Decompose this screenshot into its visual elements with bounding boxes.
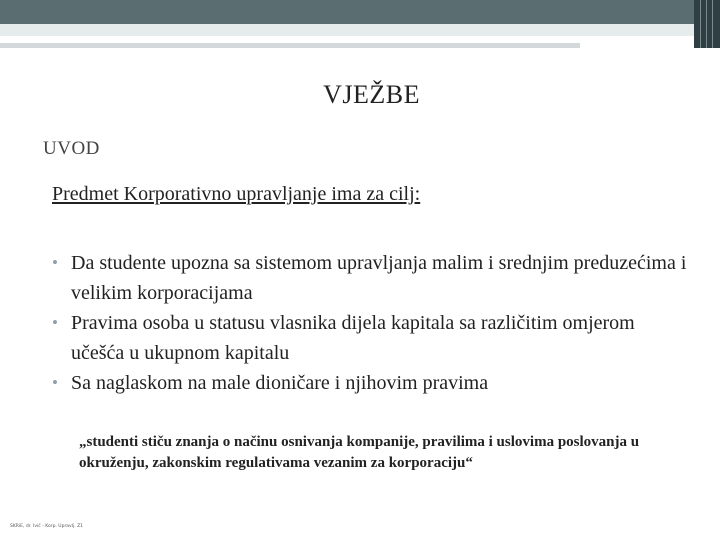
header-band-thin — [0, 43, 580, 48]
bullet-item — [52, 248, 692, 308]
bullet-list — [52, 248, 692, 398]
header-band-dark — [0, 0, 694, 24]
bullet-text: Pravima osoba u statusu vlasnika dijela kapitala sa različitim omjerom učešća u ukupnom kapitalu — [71, 312, 635, 364]
header-corner-line — [712, 0, 713, 48]
header-corner-line — [706, 0, 707, 48]
header-corner-line — [700, 0, 701, 48]
lead-sentence: Predmet Korporativno upravljanje ima za cilj: — [52, 183, 421, 205]
bullet-marker: • — [52, 313, 58, 332]
header-decoration — [0, 0, 720, 48]
slide-title: VJEŽBE — [323, 80, 420, 109]
header-band-light — [0, 24, 694, 36]
bullet-item — [52, 308, 692, 368]
quote-text: „studenti stiču znanja o načinu osnivanja kompanije, pravilima i uslovima poslovanja u okruženju, zakonskim regulativama vezanim za korporaciju“ — [79, 434, 640, 471]
bullet-text: Sa naglaskom na male dioničare i njihovim pravima — [71, 372, 489, 394]
bullet-marker: • — [52, 253, 58, 272]
footer-text: SKRiE, dr. Ivić - Korp. Upravlj. Z1 — [10, 524, 84, 529]
header-corner-block — [694, 0, 720, 48]
bullet-text: Da studente upozna sa sistemom upravljanja malim i srednjim preduzećima i velikim korporacijama — [71, 252, 687, 304]
bullet-marker: • — [52, 373, 58, 392]
bullet-item — [52, 368, 692, 398]
slide-subtitle: UVOD — [43, 138, 100, 159]
